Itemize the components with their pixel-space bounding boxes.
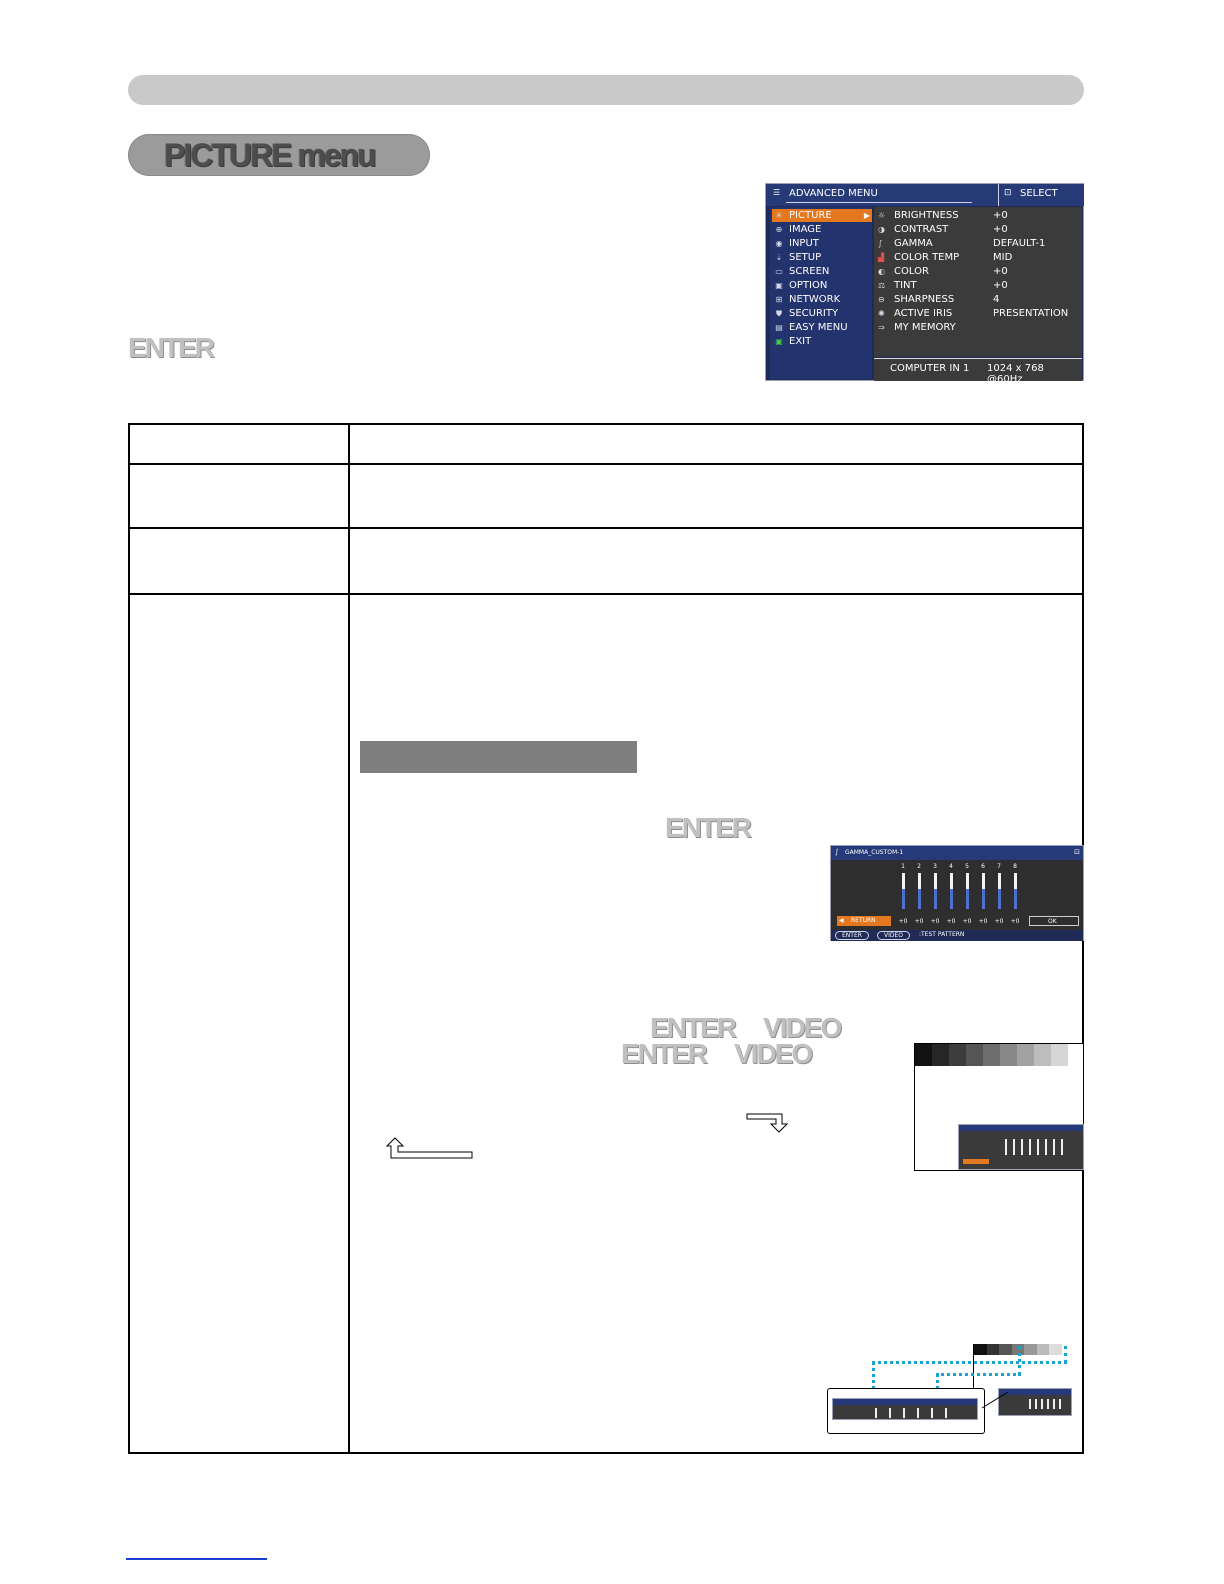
osd-menu-item-network[interactable] — [772, 293, 872, 306]
enter-key-label: ENTER — [128, 332, 213, 363]
return-button[interactable] — [837, 916, 891, 926]
osd-menu-list — [770, 207, 872, 379]
setting-label: CONTRAST — [894, 224, 949, 235]
setting-label: MY MEMORY — [894, 322, 956, 333]
table-row-divider — [128, 527, 1084, 529]
gamma-slider-4[interactable] — [950, 873, 953, 909]
select-icon: ⊡ — [1074, 848, 1080, 856]
osd-menu-item-picture[interactable] — [772, 209, 872, 222]
gamma-icon: ∫ — [835, 848, 839, 856]
gray-step — [1017, 1044, 1034, 1066]
osd-menu-item-security[interactable] — [772, 307, 872, 320]
setting-value: 4 — [993, 294, 1000, 305]
easy-menu-icon: ▤ — [775, 323, 783, 332]
osd-title-underline — [786, 202, 972, 203]
brightness-icon: ☼ — [878, 211, 886, 220]
footer-link-underline — [126, 1558, 267, 1560]
setting-value: +0 — [993, 224, 1008, 235]
setting-value: DEFAULT-1 — [993, 238, 1046, 249]
ok-button[interactable] — [1029, 916, 1079, 926]
setting-label: SHARPNESS — [894, 294, 955, 305]
osd-menu-label: PICTURE — [789, 210, 832, 221]
slider-value: +0 — [962, 918, 972, 925]
setting-row-active-iris[interactable] — [878, 307, 1082, 320]
osd-settings-panel — [874, 207, 1082, 357]
color-temp-icon: ▟ — [878, 253, 885, 262]
color-icon: ◐ — [878, 267, 885, 276]
slider-value: +0 — [930, 918, 940, 925]
gamma-slider-6[interactable] — [982, 873, 985, 909]
osd-source: COMPUTER IN 1 — [890, 363, 970, 374]
section-band — [360, 741, 637, 773]
osd-menu-item-exit[interactable] — [772, 335, 872, 348]
header-bar — [128, 75, 1084, 105]
slider-number: 1 — [901, 863, 905, 870]
slider-number: 8 — [1013, 863, 1017, 870]
osd-menu-label: IMAGE — [789, 224, 822, 235]
ok-label: OK — [1048, 918, 1057, 925]
slider-number: 4 — [949, 863, 953, 870]
screen-icon: ▭ — [775, 267, 783, 276]
osd-menu-item-setup[interactable] — [772, 251, 872, 264]
setting-label: BRIGHTNESS — [894, 210, 959, 221]
gamma-custom-window — [830, 845, 1084, 941]
gamma-window-footer — [831, 930, 1083, 941]
network-icon: ⊞ — [775, 295, 783, 304]
osd-menu-item-easy-menu[interactable] — [772, 321, 872, 334]
slider-value: +0 — [978, 918, 988, 925]
setting-label: TINT — [894, 280, 917, 291]
setting-value: MID — [993, 252, 1013, 263]
test-pattern-screen — [914, 1043, 1084, 1171]
mini-gamma-window — [958, 1124, 1084, 1170]
gray-step — [966, 1044, 983, 1066]
setting-row-color-temp[interactable] — [878, 251, 1082, 264]
slider-value: +0 — [898, 918, 908, 925]
enter-key-pill: ENTER — [835, 931, 869, 940]
setting-row-color[interactable] — [878, 265, 1082, 278]
osd-menu-item-screen[interactable] — [772, 265, 872, 278]
gray-step — [983, 1044, 1000, 1066]
table-row-divider — [128, 463, 1084, 465]
osd-select-hint — [998, 184, 1084, 206]
gray-scale-strip — [915, 1044, 1068, 1066]
osd-title: ADVANCED MENU — [789, 188, 878, 199]
slider-value: +0 — [946, 918, 956, 925]
osd-menu-label: NETWORK — [789, 294, 841, 305]
arrow-down-right-icon — [746, 1110, 790, 1134]
option-icon: ▣ — [775, 281, 783, 290]
setting-value: +0 — [993, 210, 1008, 221]
slider-number: 7 — [997, 863, 1001, 870]
input-icon: ◉ — [775, 239, 783, 248]
arrow-right-icon: ▶ — [863, 211, 870, 220]
table-row-divider — [128, 593, 1084, 595]
setting-value: +0 — [993, 280, 1008, 291]
zoom-callout — [827, 1388, 985, 1434]
osd-menu-label: EASY MENU — [789, 322, 848, 333]
tint-icon: ⚖ — [878, 281, 886, 290]
slider-number: 6 — [981, 863, 985, 870]
table-column-divider — [348, 423, 350, 1454]
gray-step — [1034, 1044, 1051, 1066]
osd-signal: 1024 x 768 @60Hz — [987, 363, 1044, 385]
osd-menu-label: SECURITY — [789, 308, 839, 319]
image-icon: ⊕ — [775, 225, 783, 234]
gray-step — [932, 1044, 949, 1066]
gray-step — [949, 1044, 966, 1066]
setting-label: ACTIVE IRIS — [894, 308, 953, 319]
gray-step — [1051, 1044, 1068, 1066]
osd-menu-label: SCREEN — [789, 266, 830, 277]
advanced-menu-osd — [765, 183, 1084, 385]
setting-row-brightness[interactable] — [878, 209, 1082, 222]
page-title: PICTURE menu — [164, 137, 375, 173]
setting-row-tint[interactable] — [878, 279, 1082, 292]
setting-label: GAMMA — [894, 238, 933, 249]
gamma-slider-1[interactable] — [902, 873, 905, 909]
gamma-slider-5[interactable] — [966, 873, 969, 909]
osd-menu-item-image[interactable] — [772, 223, 872, 236]
setup-icon: ⇣ — [775, 253, 783, 262]
menu-icon: ☰ — [773, 188, 781, 197]
test-pattern-hint: :TEST PATTERN — [919, 931, 965, 938]
setting-label: COLOR — [894, 266, 929, 277]
gamma-slider-7[interactable] — [998, 873, 1001, 909]
exit-icon: ▣ — [775, 337, 783, 346]
memory-icon: ⇒ — [878, 323, 885, 332]
osd-menu-label: SETUP — [789, 252, 822, 263]
select-icon: ⊡ — [1004, 188, 1012, 198]
enter-key-label: ENTER — [621, 1038, 706, 1069]
slider-value: +0 — [914, 918, 924, 925]
gamma-icon: ∫ — [878, 239, 883, 248]
enter-key-label: ENTER — [650, 1012, 735, 1043]
gamma-slider-8[interactable] — [1014, 873, 1017, 909]
return-label: RETURN — [851, 917, 876, 924]
slider-value: +0 — [994, 918, 1004, 925]
osd-select-label: SELECT — [1020, 188, 1058, 199]
setting-label: COLOR TEMP — [894, 252, 960, 263]
dotted-connector — [1018, 1346, 1021, 1375]
gray-step — [1000, 1044, 1017, 1066]
osd-menu-label: INPUT — [789, 238, 819, 249]
callout-pointer — [980, 1390, 1010, 1410]
setting-row-sharpness[interactable] — [878, 293, 1082, 306]
gray-step — [915, 1044, 932, 1066]
video-key-pill: VIDEO — [877, 931, 910, 940]
picture-icon: ✳ — [775, 211, 783, 220]
arrow-up-left-icon — [386, 1136, 474, 1160]
enter-key-label: ENTER — [665, 812, 750, 843]
osd-menu-item-input[interactable] — [772, 237, 872, 250]
contrast-icon: ◑ — [878, 225, 885, 234]
setting-row-gamma[interactable] — [878, 237, 1082, 250]
osd-menu-label: EXIT — [789, 336, 812, 347]
dotted-connector — [1064, 1346, 1067, 1363]
setting-row-contrast[interactable] — [878, 223, 1082, 236]
slider-value: +0 — [1010, 918, 1020, 925]
osd-menu-label: OPTION — [789, 280, 828, 291]
video-key-label: VIDEO — [734, 1038, 812, 1069]
iris-icon: ✺ — [878, 309, 885, 318]
gamma-slider-3[interactable] — [934, 873, 937, 909]
arrow-left-icon: ◀ — [839, 917, 844, 924]
setting-value: +0 — [993, 266, 1008, 277]
security-icon: ⛊ — [776, 309, 782, 318]
page-title-pill — [128, 134, 430, 176]
slider-number: 2 — [917, 863, 921, 870]
osd-footer — [874, 358, 1082, 385]
setting-value: PRESENTATION — [993, 308, 1069, 319]
sharpness-icon: ⊖ — [878, 295, 885, 304]
slider-number: 3 — [933, 863, 937, 870]
gamma-window-header — [831, 846, 1083, 860]
osd-menu-item-option[interactable] — [772, 279, 872, 292]
slider-number: 5 — [965, 863, 969, 870]
video-key-label: VIDEO — [763, 1012, 841, 1043]
gamma-window-title: GAMMA_CUSTOM-1 — [845, 849, 904, 856]
gamma-slider-2[interactable] — [918, 873, 921, 909]
setting-row-my-memory[interactable] — [878, 321, 1082, 334]
